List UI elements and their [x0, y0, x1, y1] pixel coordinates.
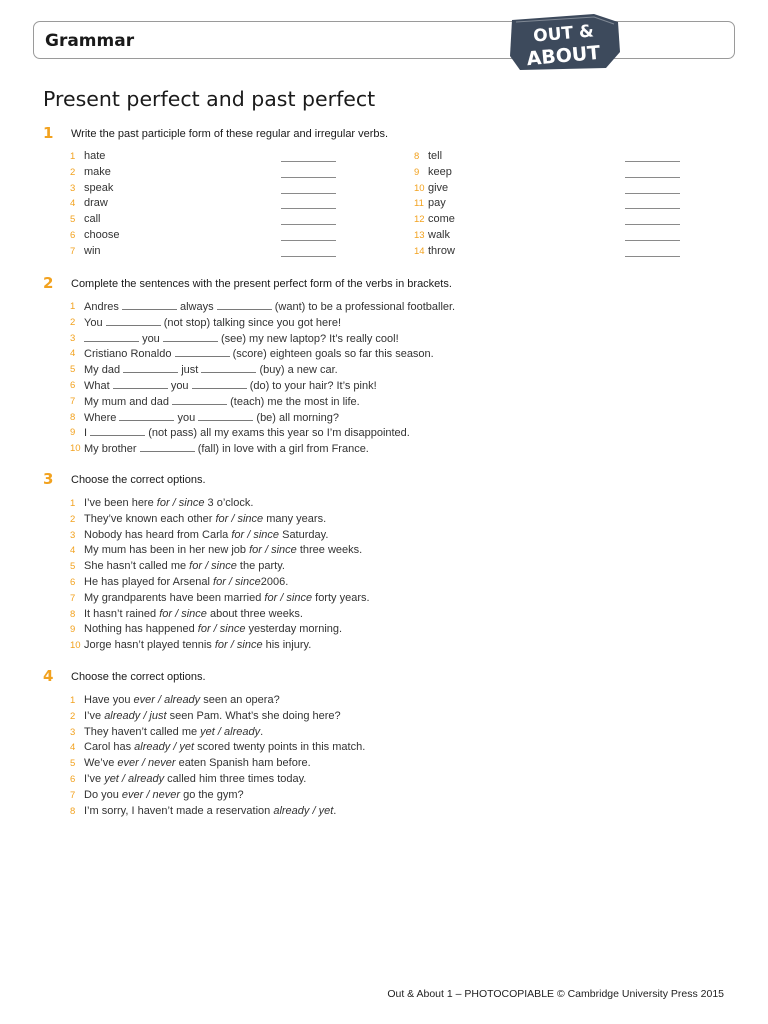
answer-line[interactable] — [281, 224, 336, 225]
choice-options[interactable]: for / since — [264, 591, 313, 604]
item-number: 10 — [70, 443, 81, 455]
sentence-fragment: three weeks. — [296, 544, 363, 557]
option-sentence — [84, 773, 306, 785]
choice-options[interactable]: already / yet — [273, 804, 334, 817]
choice-options[interactable]: for / since — [197, 623, 246, 636]
sentence-fragment: They haven’t called me — [84, 725, 201, 738]
out-and-about-logo — [506, 12, 624, 72]
answer-gap[interactable] — [106, 316, 161, 326]
exercise-2-instruction: Complete the sentences with the present perfect form of the verbs in brackets. — [71, 278, 452, 290]
sentence-fragment: Nobody has heard from Carla — [84, 528, 232, 541]
choice-options[interactable]: for / since — [249, 544, 297, 557]
sentence-fragment: Nothing has happened — [84, 623, 198, 636]
option-sentence — [84, 639, 311, 651]
option-sentence — [84, 560, 285, 572]
answer-line[interactable] — [625, 240, 680, 241]
sentence-fragment: just — [181, 364, 199, 377]
verb-text: hate — [84, 150, 106, 162]
sentence-fragment: She hasn’t called me — [84, 560, 190, 573]
item-number: 4 — [70, 348, 76, 360]
option-sentence — [84, 544, 362, 556]
sentence-fragment: always — [179, 301, 214, 313]
answer-line[interactable] — [281, 193, 336, 194]
item-number: 7 — [70, 245, 76, 257]
item-number: 9 — [70, 624, 76, 636]
answer-line[interactable] — [625, 256, 680, 257]
option-sentence — [84, 592, 370, 604]
option-sentence — [84, 576, 288, 588]
sentence-fragment: (buy) a new car. — [259, 364, 338, 377]
item-number: 12 — [414, 214, 425, 226]
sentence-fragment: I — [84, 427, 88, 440]
sentence-fragment: I’m sorry, I haven’t made a reservation — [84, 804, 274, 817]
sentence-text — [84, 347, 434, 360]
sentence-fragment: you — [177, 411, 196, 424]
answer-gap[interactable] — [172, 395, 227, 405]
sentence-fragment: (fall) in love with a girl from France. — [197, 443, 369, 456]
sentence-fragment: Cristiano Ronaldo — [84, 348, 172, 361]
sentence-fragment: 2006. — [260, 576, 289, 588]
choice-options[interactable]: for / since — [215, 512, 264, 525]
exercise-3-number: 3 — [43, 470, 54, 488]
exercise-4-instruction: Choose the correct options. — [71, 671, 206, 683]
sentence-fragment: Where — [84, 411, 117, 424]
sentence-fragment: many years. — [263, 512, 327, 525]
sentence-fragment: Have you — [84, 694, 134, 706]
choice-options[interactable]: yet / already — [200, 725, 261, 738]
sentence-fragment: I’ve been here — [84, 497, 157, 509]
option-sentence — [84, 789, 244, 801]
sentence-text — [84, 332, 399, 345]
sentence-fragment: eaten Spanish ham before. — [175, 757, 311, 770]
answer-gap[interactable] — [140, 442, 195, 452]
item-number: 5 — [70, 364, 76, 376]
answer-gap[interactable] — [123, 363, 178, 373]
answer-gap[interactable] — [198, 411, 253, 421]
item-number: 3 — [70, 529, 76, 541]
sentence-fragment: (score) eighteen goals so far this season. — [232, 348, 434, 361]
option-sentence — [84, 529, 328, 541]
sentence-fragment: My mum has been in her new job — [84, 544, 250, 557]
option-sentence — [84, 497, 253, 509]
item-number: 14 — [414, 245, 425, 257]
choice-options[interactable]: yet / already — [104, 773, 165, 785]
sentence-fragment: (want) to be a professional footballer. — [274, 301, 456, 313]
sentence-fragment: They’ve known each other — [84, 512, 216, 525]
sentence-fragment: called him three times today. — [164, 773, 307, 785]
option-sentence — [84, 741, 365, 753]
item-number: 5 — [70, 561, 76, 573]
sentence-fragment: scored twenty points in this match. — [194, 741, 366, 754]
item-number: 1 — [70, 498, 76, 509]
answer-line[interactable] — [281, 208, 336, 209]
answer-line[interactable] — [281, 177, 336, 178]
exercise-1-number: 1 — [43, 124, 54, 142]
svg-text:ABOUT: ABOUT — [525, 41, 602, 71]
sentence-fragment: My dad — [84, 364, 121, 377]
sentence-text — [84, 411, 339, 424]
answer-line[interactable] — [281, 161, 336, 162]
item-number: 10 — [414, 182, 425, 194]
item-number: 8 — [70, 411, 76, 423]
sentence-fragment: We’ve — [84, 757, 118, 770]
verb-text: make — [84, 165, 111, 178]
option-sentence — [84, 805, 336, 817]
sentence-fragment: You — [84, 316, 103, 329]
sentence-fragment: Do you — [84, 788, 122, 801]
choice-options[interactable]: for / since — [159, 607, 207, 620]
answer-gap[interactable] — [201, 363, 256, 373]
sentence-fragment: forty years. — [312, 591, 370, 604]
answer-gap[interactable] — [119, 411, 174, 421]
choice-options[interactable]: for / since — [231, 528, 280, 541]
sentence-fragment: (teach) me the most in life. — [230, 395, 360, 408]
sentence-fragment: seen an opera? — [200, 694, 280, 706]
choice-options[interactable]: ever / already — [133, 694, 201, 706]
sentence-fragment: Saturday. — [279, 528, 329, 541]
item-number: 6 — [70, 577, 76, 588]
sentence-fragment: you — [142, 332, 160, 345]
item-number: 3 — [70, 726, 76, 738]
sentence-text — [84, 316, 341, 329]
sentence-fragment: I’ve — [84, 773, 105, 785]
option-sentence — [84, 710, 341, 722]
item-number: 11 — [414, 198, 424, 210]
item-number: 7 — [70, 789, 76, 801]
option-sentence — [84, 694, 280, 706]
answer-line[interactable] — [625, 193, 680, 194]
sentence-fragment: the party. — [236, 560, 285, 573]
item-number: 1 — [70, 151, 76, 162]
exercise-4-number: 4 — [43, 667, 54, 685]
item-number: 7 — [70, 395, 76, 407]
item-number: 3 — [70, 332, 76, 344]
sentence-fragment: My mum and dad — [84, 395, 169, 408]
item-number: 4 — [70, 742, 76, 754]
choice-options[interactable]: ever / never — [117, 757, 176, 770]
item-number: 13 — [414, 230, 425, 241]
choice-options[interactable]: for / since — [214, 639, 263, 652]
page-title: Present perfect and past perfect — [43, 87, 376, 111]
sentence-fragment: He has played for Arsenal — [84, 576, 214, 588]
verb-text: come — [428, 213, 455, 226]
item-number: 9 — [70, 427, 76, 439]
item-number: 8 — [70, 805, 76, 817]
sentence-text — [84, 300, 455, 313]
sentence-fragment: (not stop) talking since you got here! — [163, 316, 342, 329]
sentence-fragment: yesterday morning. — [245, 623, 343, 636]
option-sentence — [84, 757, 311, 769]
svg-text:OUT &: OUT & — [532, 21, 595, 47]
option-sentence — [84, 513, 326, 525]
answer-gap[interactable] — [90, 426, 145, 436]
verb-text: choose — [84, 229, 120, 241]
verb-text: pay — [428, 197, 446, 210]
item-number: 6 — [70, 230, 76, 241]
answer-gap[interactable] — [113, 379, 168, 389]
answer-line[interactable] — [281, 240, 336, 241]
sentence-fragment: you — [170, 380, 189, 392]
sentence-fragment: I’ve — [84, 709, 105, 722]
sentence-fragment: (not pass) all my exams this year so I’m disappointed. — [148, 427, 410, 440]
item-number: 1 — [70, 301, 76, 312]
item-number: 8 — [414, 151, 420, 162]
sentence-text — [84, 395, 360, 408]
verb-text: draw — [84, 197, 108, 210]
item-number: 2 — [70, 316, 76, 328]
choice-options[interactable]: ever / never — [121, 788, 181, 801]
sentence-fragment: his injury. — [262, 639, 312, 652]
answer-line[interactable] — [281, 256, 336, 257]
item-number: 6 — [70, 380, 76, 391]
item-number: 4 — [70, 545, 76, 557]
sentence-fragment: 3 o’clock. — [204, 497, 254, 509]
item-number: 3 — [70, 182, 76, 194]
sentence-fragment: My grandparents have been married — [84, 591, 265, 604]
answer-gap[interactable] — [192, 379, 247, 389]
option-sentence — [84, 726, 263, 738]
item-number: 8 — [70, 608, 76, 620]
choice-options[interactable]: for / since — [213, 576, 261, 588]
verb-text: win — [84, 244, 101, 257]
item-number: 4 — [70, 198, 76, 210]
option-sentence — [84, 608, 303, 620]
answer-line[interactable] — [625, 224, 680, 225]
item-number: 2 — [70, 710, 76, 722]
answer-gap[interactable] — [84, 332, 139, 342]
sentence-fragment: (be) all morning? — [256, 411, 339, 424]
item-number: 9 — [414, 166, 420, 178]
sentence-text — [84, 426, 410, 439]
sentence-fragment: Carol has — [84, 741, 135, 754]
verb-text: give — [428, 181, 449, 194]
sentence-fragment: seen Pam. What’s she doing here? — [166, 709, 341, 722]
answer-gap[interactable] — [175, 347, 230, 357]
verb-text: tell — [428, 150, 443, 162]
answer-line[interactable] — [625, 177, 680, 178]
header-bar — [33, 21, 735, 59]
sentence-fragment: Jorge hasn’t played tennis — [84, 639, 215, 652]
sentence-fragment: It hasn’t rained — [84, 607, 160, 620]
choice-options[interactable]: for / since — [156, 497, 205, 509]
verb-text: speak — [84, 181, 114, 194]
exercise-1-instruction: Write the past participle form of these regular and irregular verbs. — [71, 128, 389, 140]
item-number: 1 — [70, 695, 76, 706]
sentence-fragment: . — [333, 804, 337, 817]
sentence-fragment: Andres — [84, 301, 119, 313]
verb-text: throw — [428, 244, 455, 257]
footer: Out & About 1 – PHOTOCOPIABLE © Cambridge University Press 2015 — [387, 988, 724, 1000]
header-title: Grammar — [45, 31, 135, 51]
sentence-fragment: My brother — [84, 443, 137, 456]
choice-options[interactable]: already / just — [104, 709, 167, 722]
item-number: 2 — [70, 166, 76, 178]
choice-options[interactable]: already / yet — [134, 741, 195, 754]
answer-line[interactable] — [625, 208, 680, 209]
sentence-text — [84, 363, 338, 376]
sentence-text — [84, 442, 369, 455]
sentence-fragment: (see) my new laptop? It’s really cool! — [220, 332, 399, 345]
sentence-text — [84, 379, 377, 392]
verb-text: call — [84, 213, 101, 226]
answer-line[interactable] — [625, 161, 680, 162]
sentence-fragment: go the gym? — [180, 788, 244, 801]
exercise-2-number: 2 — [43, 274, 54, 292]
sentence-fragment: . — [260, 725, 264, 738]
item-number: 7 — [70, 592, 76, 604]
item-number: 5 — [70, 214, 76, 226]
sentence-fragment: What — [84, 380, 110, 392]
item-number: 6 — [70, 774, 76, 785]
exercise-3-instruction: Choose the correct options. — [71, 474, 206, 486]
option-sentence — [84, 623, 342, 635]
item-number: 10 — [70, 640, 81, 652]
verb-text: walk — [428, 229, 451, 241]
answer-gap[interactable] — [217, 300, 272, 310]
answer-gap[interactable] — [122, 300, 177, 310]
sentence-fragment: about three weeks. — [206, 607, 303, 620]
choice-options[interactable]: for / since — [189, 560, 237, 573]
item-number: 5 — [70, 758, 76, 770]
answer-gap[interactable] — [163, 332, 218, 342]
sentence-fragment: (do) to your hair? It’s pink! — [249, 380, 377, 392]
item-number: 2 — [70, 513, 76, 525]
verb-text: keep — [428, 165, 452, 178]
